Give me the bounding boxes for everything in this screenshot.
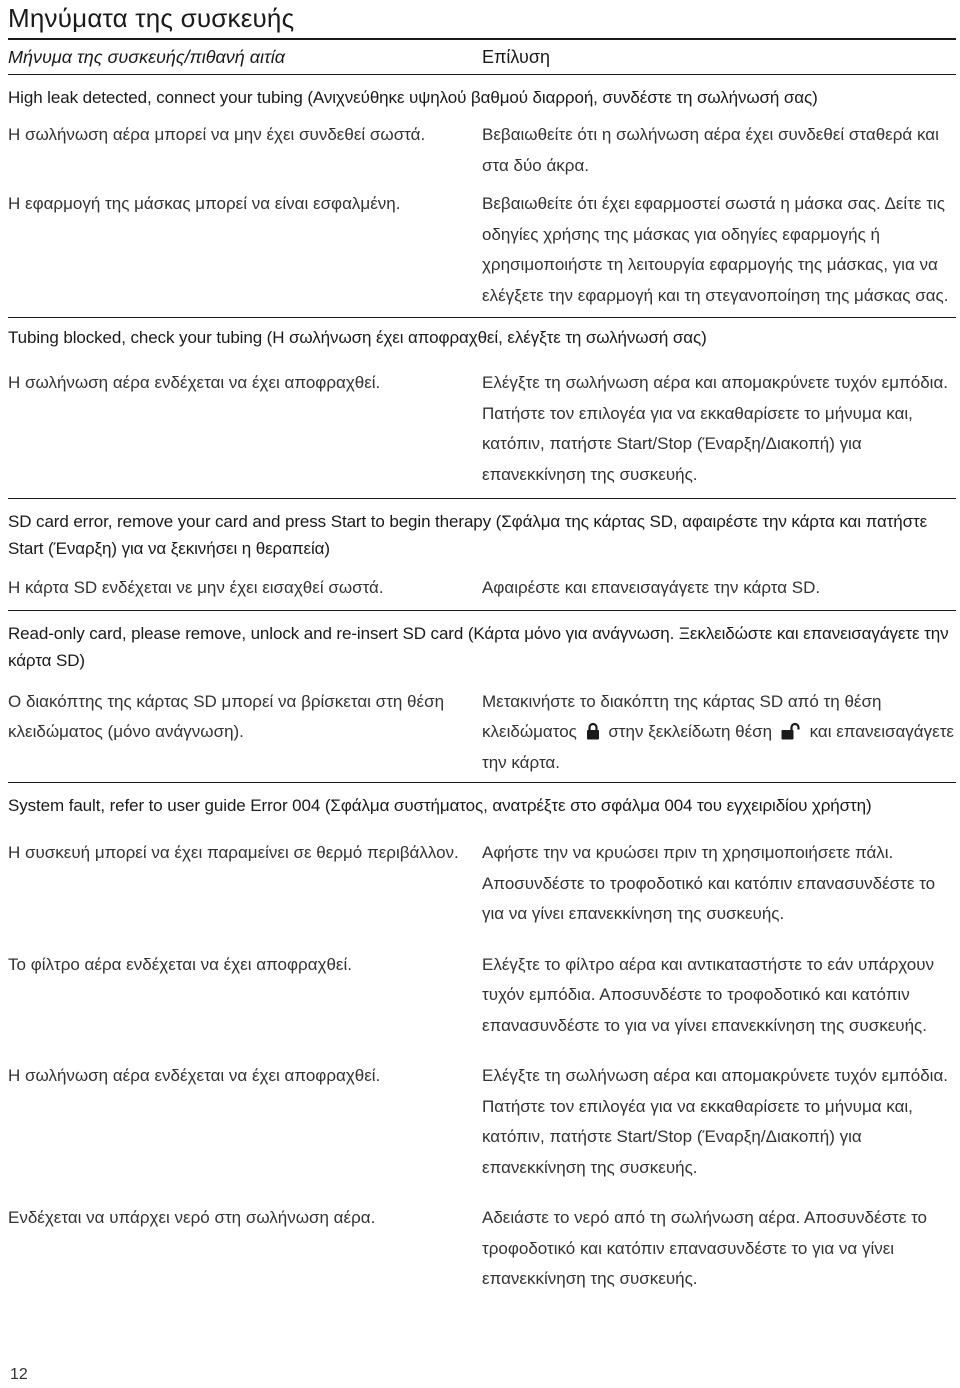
cause-cell: Το φίλτρο αέρα ενδέχεται να έχει αποφραχθεί. [8, 954, 352, 974]
solution-text-after: και επανεισαγάγετε την κάρτα. [482, 722, 954, 772]
solution-cell: Ελέγξτε τη σωλήνωση αέρα και απομακρύνετε τυχόν εμπόδια. Πατήστε τον επιλογέα για να εκκαθαρίσετε το μήνυμα και, κατόπιν, πατήστε Start/Stop (Έναρξη/Διακοπή) για επανεκκίνηση της συσκευής. [482, 1066, 948, 1177]
table-row [8, 1193, 956, 1305]
message-section [8, 75, 956, 318]
document-page [8, 0, 956, 1305]
message-section [8, 783, 956, 1305]
page-number: 12 [10, 1366, 28, 1383]
message-section [8, 611, 956, 784]
cause-cell: Η εφαρμογή της μάσκας μπορεί να είναι εσφαλμένη. [8, 194, 401, 213]
device-message: Tubing blocked, check your tubing (Η σωλήνωση έχει αποφραχθεί, ελέγξτε τη σωλήνωσή σας) [8, 328, 707, 347]
solution-cell: Ελέγξτε το φίλτρο αέρα και αντικαταστήστε το εάν υπάρχουν τυχόν εμπόδια. Αποσυνδέστε το τροφοδοτικό και κατόπιν επανασυνδέστε το για να γίνει επανεκκίνηση της συσκευής. [482, 954, 935, 1035]
cause-cell: Η σωλήνωση αέρα ενδέχεται να έχει αποφραχθεί. [8, 373, 381, 392]
solution-text-before: Μετακινήστε το διακόπτη της κάρτας SD από τη θέση κλειδώματος [482, 691, 882, 741]
cause-cell: Η συσκευή μπορεί να έχει παραμείνει σε θερμό περιβάλλον. [8, 843, 459, 862]
device-message: SD card error, remove your card and press Start to begin therapy (Σφάλμα της κάρτας SD, αφαιρέστε την κάρτα και πατήστε Start (Έναρξη) για να ξεκινήσει η θεραπεία) [8, 512, 928, 558]
lock-icon [586, 722, 600, 740]
header-solution [482, 47, 956, 68]
table-header [8, 38, 956, 75]
header-cause: Μήνυμα της συσκευής/πιθανή αιτία [8, 46, 285, 67]
message-section [8, 318, 956, 499]
table-row [8, 567, 956, 610]
table-row [8, 1051, 956, 1193]
solution-cell: Βεβαιωθείτε ότι έχει εφαρμοστεί σωστά η μάσκα σας. Δείτε τις οδηγίες χρήσης της μάσκας για οδηγίες εφαρμογής ή χρησιμοποιήστε τη λειτουργία εφαρμογής της μάσκας, για να ελέγξετε την εφαρμογή και τη στεγανοποίηση της μάσκας σας. [482, 194, 949, 305]
cause-cell: Ενδέχεται να υπάρχει νερό στη σωλήνωση αέρα. [8, 1208, 376, 1227]
solution-cell: Ελέγξτε τη σωλήνωση αέρα και απομακρύνετε τυχόν εμπόδια. Πατήστε τον επιλογέα για να εκκαθαρίσετε το μήνυμα και, κατόπιν, πατήστε Start/Stop (Έναρξη/Διακοπή) για επανεκκίνηση της συσκευής. [482, 373, 948, 484]
device-message: Read-only card, please remove, unlock and re-insert SD card (Κάρτα μόνο για ανάγνωση. Ξεκλειδώστε και επανεισαγάγετε την κάρτα SD) [8, 623, 949, 670]
cause-cell: Η κάρτα SD ενδέχεται νε μην έχει εισαχθεί σωστά. [8, 578, 384, 597]
device-message: System fault, refer to user guide Error 004 (Σφάλμα συστήματος, ανατρέξτε στο σφάλμα 004 του εγχειριδίου χρήστη) [8, 796, 872, 815]
device-message: High leak detected, connect your tubing (Ανιχνεύθηκε υψηλού βαθμού διαρροή, συνδέστε τη σωλήνωσή σας) [8, 88, 818, 107]
solution-cell: Αδειάστε το νερό από τη σωλήνωση αέρα. Αποσυνδέστε το τροφοδοτικό και κατόπιν επανασυνδέστε το για να γίνει επανεκκίνηση της συσκευής. [482, 1208, 928, 1288]
solution-text-middle: στην ξεκλείδωτη θέση [608, 722, 773, 741]
table-row [8, 116, 956, 183]
table-row [8, 679, 956, 783]
table-row [8, 183, 956, 317]
page-title: Μηνύματα της συσκευής [8, 3, 295, 33]
table-row [8, 940, 956, 1052]
table-row [8, 356, 956, 498]
header-solution-label: Επίλυση [482, 46, 550, 67]
unlock-icon [781, 722, 801, 740]
solution-cell [482, 687, 956, 779]
cause-cell: Η σωλήνωση αέρα ενδέχεται να έχει αποφραχθεί. [8, 1066, 381, 1085]
cause-cell: Ο διακόπτης της κάρτας SD μπορεί να βρίσκεται στη θέση κλειδώματος (μόνο ανάγνωση). [8, 691, 445, 741]
message-section [8, 499, 956, 611]
solution-cell: Αφήστε την να κρυώσει πριν τη χρησιμοποιήσετε πάλι. Αποσυνδέστε το τροφοδοτικό και κατόπιν επανασυνδέστε το για να γίνει επανεκκίνηση της συσκευής. [482, 843, 936, 923]
cause-cell: Η σωλήνωση αέρα μπορεί να μην έχει συνδεθεί σωστά. [8, 125, 426, 144]
table-row [8, 824, 956, 940]
solution-cell: Βεβαιωθείτε ότι η σωλήνωση αέρα έχει συνδεθεί σταθερά και στα δύο άκρα. [482, 125, 939, 175]
solution-cell: Αφαιρέστε και επανεισαγάγετε την κάρτα SD. [482, 578, 821, 597]
